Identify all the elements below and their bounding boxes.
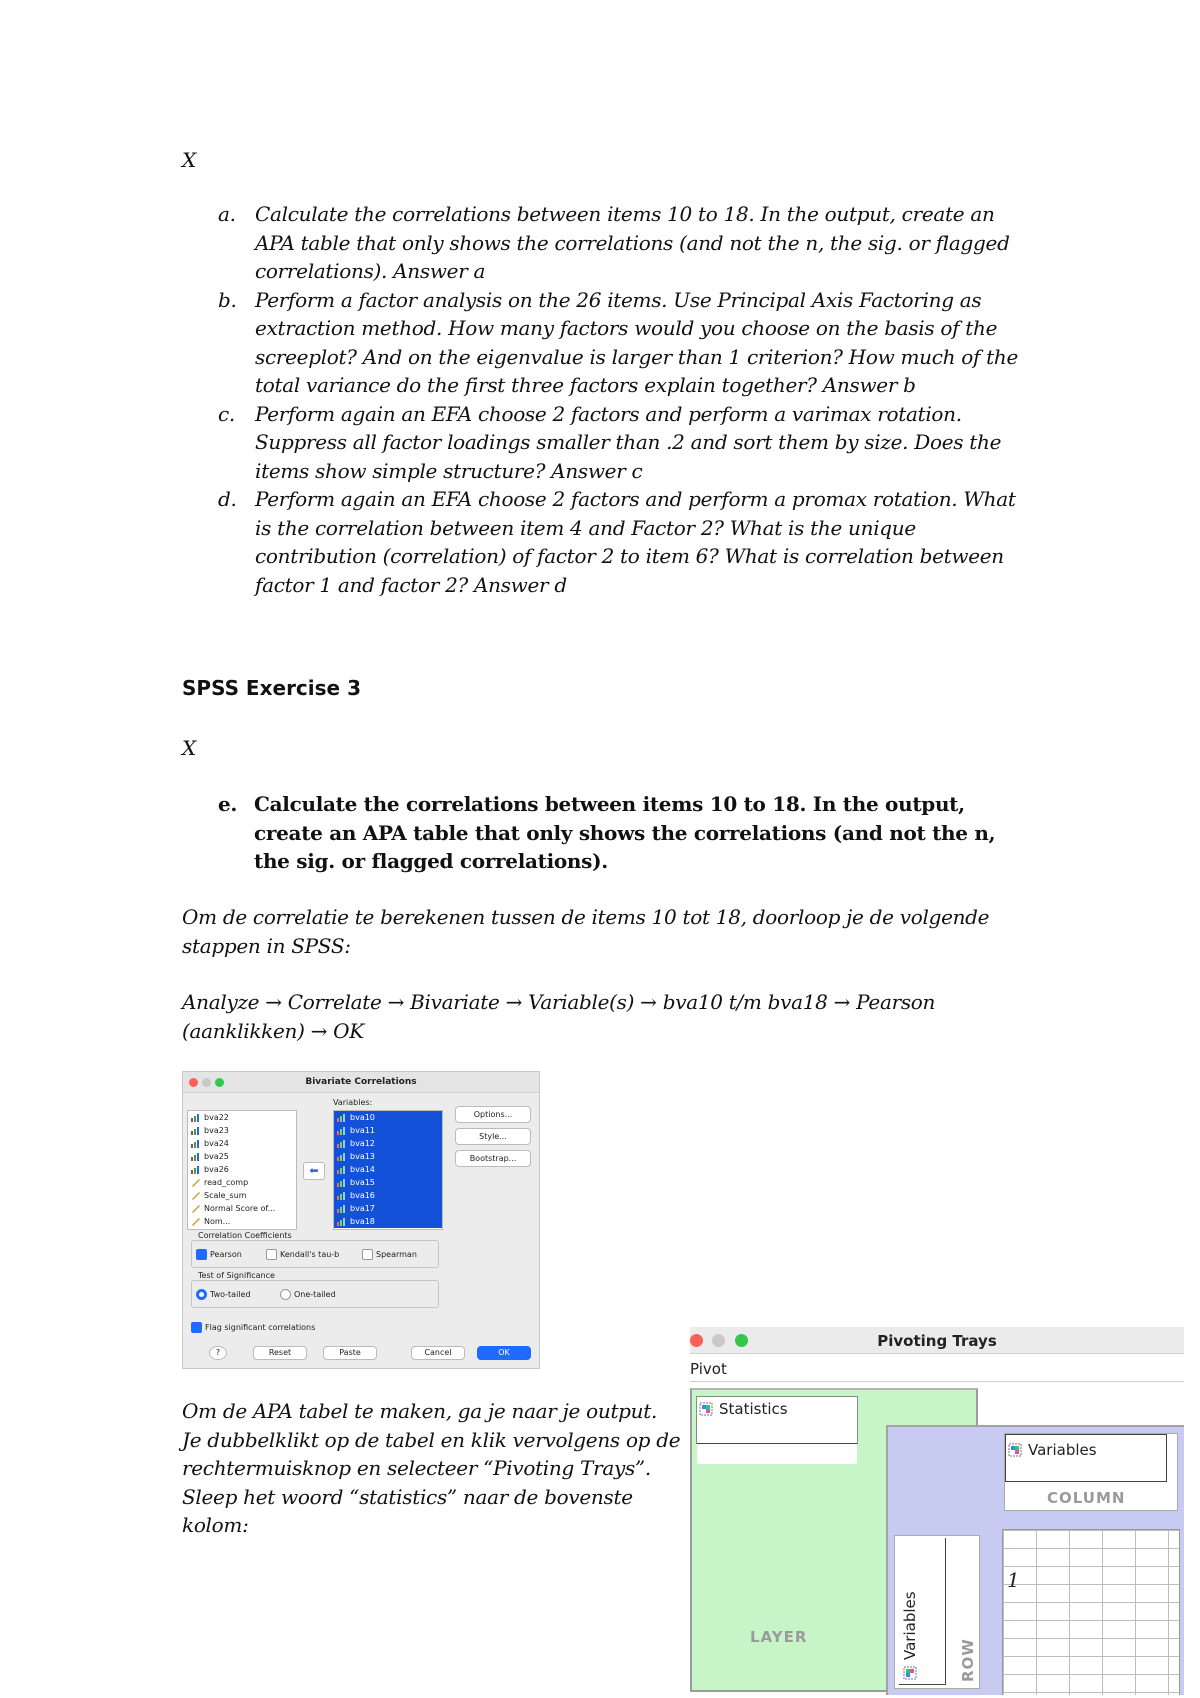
move-variable-button[interactable] [303,1162,325,1180]
list-item[interactable]: bva24 [188,1137,296,1150]
ruler-variable-icon [191,1218,201,1226]
question-text: Calculate the correlations between items 10 to 18. In the output, create an APA table that only shows the correlations (and not the n, the sig. or flagged correlations). [254,792,996,873]
test-of-significance-group [191,1271,439,1308]
question-text: Perform a factor analysis on the 26 items. Use Principal Axis Factoring as extraction method. How many factors would you choose on the basis of the screeplot? And on the eigenvalue is larger than 1 criterion? How much of the total variance do the first three factors explain together? Answer b [255,287,1018,397]
ruler-variable-icon [191,1179,201,1187]
paste-button[interactable]: Paste [323,1346,377,1360]
list-item[interactable]: bva10 [334,1111,442,1124]
dialog-titlebar [183,1072,539,1093]
dialog-titlebar [690,1327,1184,1354]
list-item[interactable]: Normal Score of... [188,1202,296,1215]
column-label: COLUMN [1047,1489,1126,1507]
reset-button[interactable]: Reset [253,1346,307,1360]
pivoting-trays-dialog [690,1327,1184,1695]
question-text: Perform again an EFA choose 2 factors and perform a varimax rotation. Suppress all factor loadings smaller than .2 and sort them by size. Does the items show simple structure? Answer c [255,401,1002,483]
column-row-panel [886,1425,1184,1695]
scale-variable-icon [337,1114,347,1122]
dialog-title: Bivariate Correlations [305,1077,417,1087]
scale-variable-icon [337,1127,347,1135]
style-button[interactable]: Style... [455,1128,531,1145]
list-item[interactable]: bva14 [334,1163,442,1176]
move-arrow-icon: ⬅ [309,1164,319,1177]
list-item[interactable]: bva26 [188,1163,296,1176]
list-item[interactable]: bva12 [334,1137,442,1150]
variables-label: Variables: [333,1098,373,1107]
pearson-checkbox[interactable]: Pearson [196,1249,242,1260]
cancel-button[interactable]: Cancel [411,1346,465,1360]
question-text: Calculate the correlations between items 10 to 18. In the output, create an APA table that only shows the correlations (and not the n, the sig. or flagged correlations). Answer a [255,202,1010,283]
list-item[interactable]: read_comp [188,1176,296,1189]
layer-label: LAYER [750,1628,808,1646]
list-item[interactable]: Nom... [188,1215,296,1228]
bootstrap-button[interactable]: Bootstrap... [455,1150,531,1167]
statistics-chip[interactable]: Statistics [696,1396,858,1444]
group-label: Test of Significance [198,1271,275,1280]
kendall-checkbox[interactable]: Kendall's tau-b [266,1249,339,1260]
variables-column-chip[interactable]: Variables [1005,1434,1167,1482]
options-button[interactable]: Options... [455,1106,531,1123]
scale-variable-icon [191,1114,201,1122]
flag-significant-checkbox[interactable]: Flag significant correlations [191,1322,315,1333]
question-text: Perform again an EFA choose 2 factors and perform a promax rotation. What is the correlation between item 4 and Factor 2? What is the unique contribution (correlation) of factor 2 to item 6? What is correlation between factor 1 and factor 2? Answer d [255,487,1016,597]
ruler-variable-icon [191,1192,201,1200]
question-a [210,200,1030,286]
source-variable-list[interactable] [187,1110,297,1230]
pivot-dimension-icon [903,1666,917,1680]
ruler-variable-icon [191,1205,201,1213]
x-marker: X [182,736,196,760]
scale-variable-icon [191,1127,201,1135]
ok-button[interactable]: OK [477,1346,531,1360]
cell-value: 1 [1007,1568,1020,1592]
dialog-title: Pivoting Trays [877,1332,997,1350]
column-tray[interactable] [1004,1433,1178,1511]
question-label: d. [218,487,237,511]
spearman-checkbox[interactable]: Spearman [362,1249,417,1260]
question-c [210,400,1030,486]
steps-paragraph: Analyze → Correlate → Bivariate → Variable(s) → bva10 t/m bva18 → Pearson (aanklikken) → OK [182,990,936,1043]
bivariate-correlations-dialog [182,1071,540,1369]
question-label: a. [218,202,236,226]
scale-variable-icon [191,1153,201,1161]
x-marker: X [182,148,196,172]
group-label: Correlation Coefficients [198,1231,292,1240]
scale-variable-icon [337,1153,347,1161]
row-tray[interactable] [894,1535,980,1689]
scale-variable-icon [191,1140,201,1148]
scale-variable-icon [337,1205,347,1213]
one-tailed-radio[interactable]: One-tailed [280,1289,336,1300]
question-list [210,200,1030,599]
scale-variable-icon [337,1166,347,1174]
instruction-paragraph: Om de correlatie te berekenen tussen de items 10 tot 18, doorloop je de volgende stappen in SPSS: [182,905,990,958]
list-item[interactable]: bva13 [334,1150,442,1163]
correlation-coefficients-group [191,1231,439,1268]
question-e [218,790,1018,876]
question-b [210,286,1030,400]
pivot-instruction-paragraph: Om de APA tabel te maken, ga je naar je output. Je dubbelklikt op de tabel en klik vervolgens op de rechtermuisknop en selecteer “Pivoting Trays”. Sleep het woord “statistics” naar de bovenste kolom: [182,1399,681,1537]
question-label: b. [218,287,237,312]
question-d [210,485,1030,599]
variables-row-chip[interactable]: Variables [899,1538,946,1685]
divider [690,1381,1184,1382]
list-item[interactable]: bva18 [334,1215,442,1228]
pivot-dimension-icon [1008,1443,1022,1457]
question-label: c. [218,401,235,426]
list-item[interactable]: Scale_sum [188,1189,296,1202]
scale-variable-icon [191,1166,201,1174]
list-item[interactable]: bva17 [334,1202,442,1215]
scale-variable-icon [337,1218,347,1226]
question-label: e. [218,792,238,816]
two-tailed-radio[interactable]: Two-tailed [196,1289,251,1300]
list-item[interactable]: bva22 [188,1111,296,1124]
list-item[interactable]: bva15 [334,1176,442,1189]
list-item[interactable]: bva25 [188,1150,296,1163]
pivot-dimension-icon [699,1402,713,1416]
row-label: ROW [959,1638,977,1682]
list-item[interactable]: bva11 [334,1124,442,1137]
data-grid [1002,1529,1180,1695]
section-title: SPSS Exercise 3 [182,676,361,700]
scale-variable-icon [337,1192,347,1200]
selected-variable-list[interactable] [333,1110,443,1230]
list-item[interactable]: bva23 [188,1124,296,1137]
help-button[interactable]: ? [209,1346,227,1360]
scale-variable-icon [337,1140,347,1148]
pivot-menu-label[interactable]: Pivot [690,1360,727,1378]
list-item[interactable]: bva16 [334,1189,442,1202]
scale-variable-icon [337,1179,347,1187]
